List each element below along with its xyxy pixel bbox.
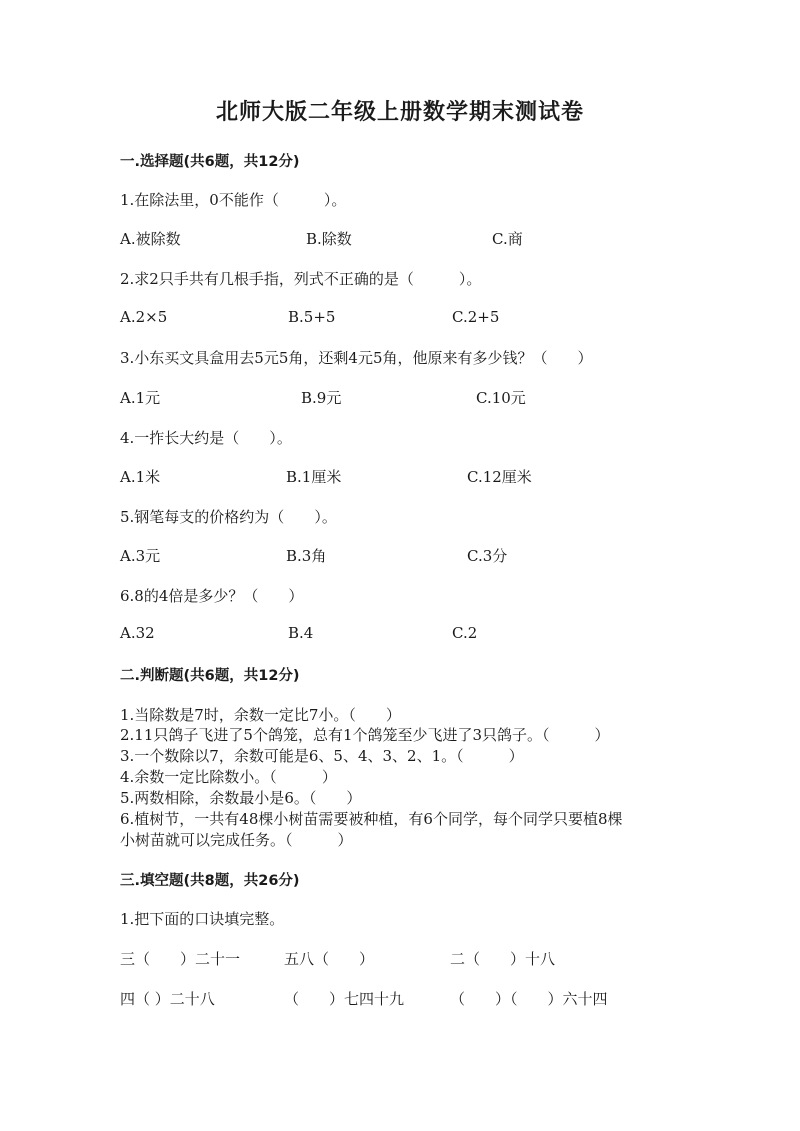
q3-option-a: A.1元 (120, 389, 161, 407)
judgement-item-4: 4.余数一定比除数小。（ ） (120, 768, 337, 786)
section-heading-fill: 三.填空题(共8题，共26分) (120, 873, 300, 889)
judgement-item-6: 6.植树节，一共有48棵小树苗需要被种植，有6个同学，每个同学只要植8棵 (120, 810, 623, 828)
question-1: 1.在除法里，0不能作（ ）。 (120, 191, 347, 209)
q1-option-a: A.被除数 (120, 230, 181, 248)
q5-option-a: A.3元 (120, 547, 161, 565)
judgement-item-5: 5.两数相除，余数最小是6。（ ） (120, 789, 362, 807)
q1-option-b: B.除数 (306, 230, 352, 248)
rhyme-5: （ ）七四十九 (284, 990, 405, 1008)
section-heading-choice: 一.选择题(共6题，共12分) (120, 154, 300, 170)
q3-option-b: B.9元 (301, 389, 342, 407)
question-5: 5.钢笔每支的价格约为（ ）。 (120, 508, 337, 526)
rhyme-2: 五八（ ） (284, 950, 375, 968)
judgement-item-3: 3.一个数除以7，余数可能是6、5、4、3、2、1。（ ） (120, 747, 524, 765)
q2-option-a: A.2×5 (120, 308, 168, 326)
q2-option-b: B.5+5 (288, 308, 336, 326)
q3-option-c: C.10元 (476, 389, 526, 407)
judgement-item-2: 2.11只鸽子飞进了5个鸽笼，总有1个鸽笼至少飞进了3只鸽子。（ ） (120, 726, 610, 744)
judgement-item-1: 1.当除数是7时，余数一定比7小。（ ） (120, 706, 401, 724)
q5-option-c: C.3分 (467, 547, 508, 565)
question-3: 3.小东买文具盒用去5元5角，还剩4元5角，他原来有多少钱？（ ） (120, 349, 593, 367)
section-heading-judgement: 二.判断题(共6题，共12分) (120, 668, 300, 684)
rhyme-1: 三（ ）二十一 (120, 950, 241, 968)
q5-option-b: B.3角 (286, 547, 327, 565)
q4-option-a: A.1米 (120, 468, 161, 486)
q6-option-c: C.2 (452, 624, 478, 642)
fill-question-1: 1.把下面的口诀填完整。 (120, 910, 285, 928)
rhyme-6: （ ）（ ）六十四 (450, 990, 608, 1008)
rhyme-4: 四（ ）二十八 (120, 990, 215, 1008)
q1-option-c: C.商 (492, 230, 523, 248)
judgement-item-6-cont: 小树苗就可以完成任务。（ ） (120, 831, 353, 849)
question-2: 2.求2只手共有几根手指，列式不正确的是（ ）。 (120, 270, 482, 288)
q4-option-b: B.1厘米 (286, 468, 342, 486)
page-title: 北师大版二年级上册数学期末测试卷 (215, 99, 584, 125)
rhyme-3: 二（ ）十八 (450, 950, 556, 968)
question-6: 6.8的4倍是多少？（ ） (120, 587, 304, 605)
q6-option-a: A.32 (120, 624, 155, 642)
q6-option-b: B.4 (288, 624, 314, 642)
q4-option-c: C.12厘米 (467, 468, 532, 486)
q2-option-c: C.2+5 (452, 308, 500, 326)
question-4: 4.一拃长大约是（ ）。 (120, 429, 292, 447)
